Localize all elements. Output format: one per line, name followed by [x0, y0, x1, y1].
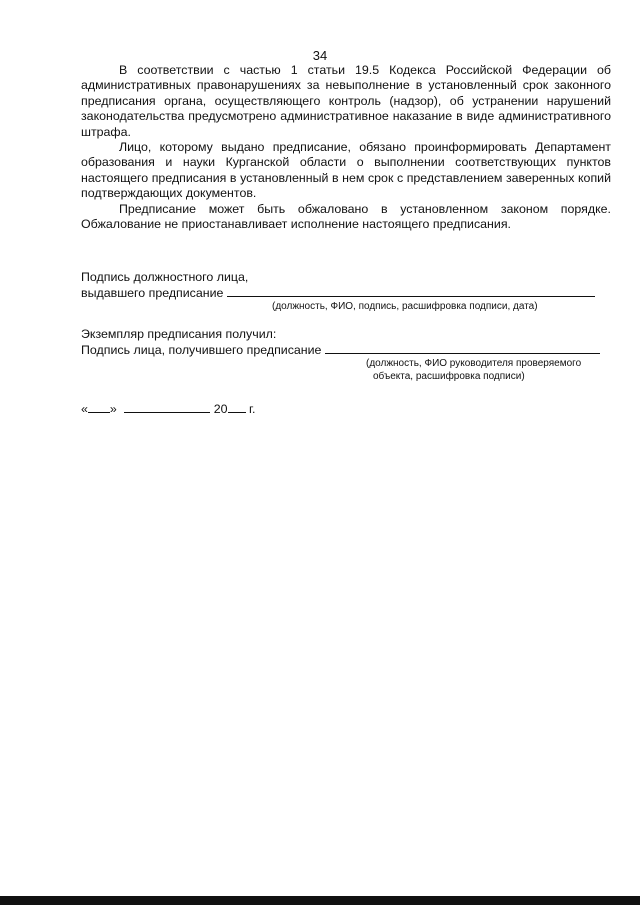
recipient-signature-block	[81, 327, 600, 359]
recipient-signature-label-2: Подпись лица, получившего предписание	[81, 343, 322, 358]
recipient-signature-line[interactable]	[325, 342, 600, 354]
paragraph-obligation: Лицо, которому выдано предписание, обязано проинформировать Департамент образования и науки Курганской области о выполнении соответствующих пунктов настоящего предписания в установленный в нем срок с представлением заверенных копий подтверждающих документов.	[81, 140, 611, 201]
official-signature-caption: (должность, ФИО, подпись, расшифровка подписи, дата)	[272, 301, 538, 312]
date-open-quote: «	[81, 402, 88, 416]
recipient-signature-label-1: Экземпляр предписания получил:	[81, 327, 277, 341]
official-signature-label-1: Подпись должностного лица,	[81, 270, 249, 284]
official-signature-label-2: выдавшего предписание	[81, 286, 224, 301]
date-month-line[interactable]	[124, 401, 210, 413]
date-field	[81, 401, 255, 416]
document-body	[81, 63, 611, 232]
official-signature-line[interactable]	[227, 285, 595, 297]
recipient-signature-caption-2: объекта, расшифровка подписи)	[373, 371, 525, 382]
date-year-prefix: 20	[213, 402, 228, 416]
date-close-quote: »	[109, 402, 117, 416]
date-year-line[interactable]	[228, 401, 246, 413]
date-day-line[interactable]	[88, 401, 110, 413]
page-number: 34	[312, 48, 328, 63]
recipient-signature-caption-1: (должность, ФИО руководителя проверяемого	[366, 358, 582, 369]
paragraph-penalty: В соответствии с частью 1 статьи 19.5 Кодекса Российской Федерации об административных правонарушениях за невыполнение в установленный срок законного предписания органа, осуществляющего контроль (надзор), об устранении нарушений законодательства предусмотрено административное наказание в виде административного штрафа.	[81, 63, 611, 139]
date-year-suffix: г.	[248, 402, 256, 416]
scan-bottom-border	[0, 896, 640, 905]
paragraph-appeal: Предписание может быть обжаловано в установленном законом порядке. Обжалование не приостанавливает исполнение настоящего предписания.	[81, 201, 611, 232]
official-signature-block	[81, 270, 595, 302]
